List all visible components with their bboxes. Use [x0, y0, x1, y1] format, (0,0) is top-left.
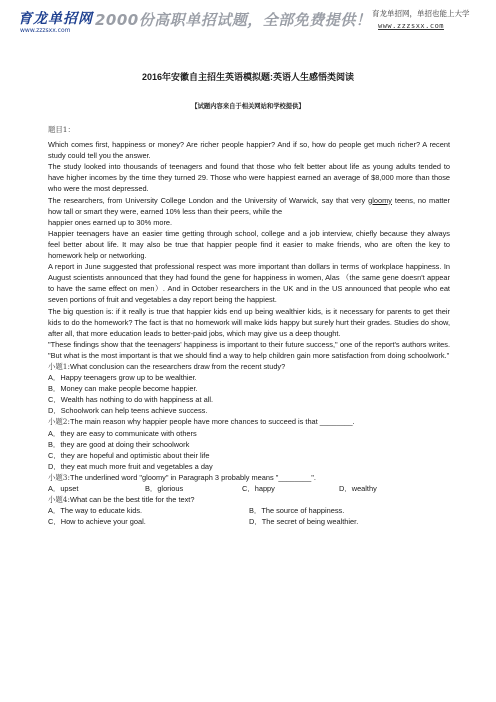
article-body: [48, 124, 450, 527]
paragraph-text: teens, no matter how tall or smart they were, earned 10% less than their peers, while the: [48, 195, 451, 216]
logo-url: www.zzzsxx.com: [20, 27, 71, 34]
source-note: 【试题内容来自于相关网站和学校提供】: [191, 103, 305, 110]
option[interactable]: A．they are easy to communicate with others: [48, 428, 197, 438]
paragraph: Happier teenagers have an easier time getting through school, college and a job interview, chiefly because they always feel better about life. It may also be true that happier people find it easier to make friends, who are often the key to homework help or networking.: [48, 228, 450, 261]
header-note: 育龙单招网，单招也能上大学: [372, 9, 470, 18]
option[interactable]: D．Schoolwork can help teens achieve success.: [48, 406, 208, 416]
paragraph: A report in June suggested that professional respect was more important than dollars in terms of workplace happiness. In August scientists announced that they had found the gene for happiness in women, Alas （the same gene doesn't appear to have the same effect on men）. And in October researchers in the UK and in the US announced that people who eat seven portions of fruit and vegetables a day report being the happiest.: [48, 262, 450, 305]
option[interactable]: B．they are good at doing their schoolwork: [48, 439, 190, 449]
question-number: 小题2:: [48, 417, 70, 427]
question-text: What can be the best title for the text?: [69, 495, 195, 505]
option[interactable]: A．Happy teenagers grow up to be wealthier.: [48, 373, 197, 383]
option[interactable]: C．How to achieve your goal.: [48, 517, 146, 527]
question-stem: [48, 494, 450, 505]
paragraph: "These findings show that the teenagers' happiness is important to their future success," one of the report's authors writes. "But what is the most important is that we should find a way to help children gain more satisfaction from doing schoolwork.": [48, 339, 450, 360]
header-link[interactable]: www.zzzsxx.com: [378, 22, 445, 30]
paragraph: [48, 195, 450, 217]
document-title: 2016年安徽自主招生英语模拟题:英语人生感悟类阅读: [141, 72, 355, 82]
paragraph: Which comes first, happiness or money? Are richer people happier? And if so, how do people get much richer? A recent study could tell you the answer.: [48, 140, 450, 161]
option[interactable]: C．they are hopeful and optimistic about their life: [48, 450, 210, 460]
question-text: What conclusion can the researchers draw from the recent study?: [69, 361, 286, 371]
question-stem: [48, 416, 450, 427]
page-header: [0, 0, 496, 44]
options-row: [48, 483, 450, 494]
option[interactable]: C．happy: [242, 484, 275, 493]
option[interactable]: D．they eat much more fruit and vegetables a day: [48, 461, 213, 471]
question-number: 小题4:: [48, 495, 70, 505]
option[interactable]: B．The source of happiness.: [249, 506, 345, 516]
question-stem: [48, 361, 450, 372]
paragraph-text: The researchers, from University College London and the University of Warwick, say that very: [48, 195, 369, 205]
option[interactable]: B．Money can make people become happier.: [48, 384, 198, 394]
options-row: [48, 505, 450, 516]
underlined-word: gloomy: [368, 195, 392, 205]
option[interactable]: D．The secret of being wealthier.: [249, 517, 359, 527]
options-row: [48, 516, 450, 527]
option[interactable]: A．The way to educate kids.: [48, 506, 143, 516]
question-number: 小题3:: [48, 472, 70, 482]
paragraph: happier ones earned up to 30% more.: [48, 217, 173, 227]
question-text: The underlined word "gloomy" in Paragraph 3 probably means "________".: [69, 472, 316, 482]
header-slogan: 2000份高职单招试题，全部免费提供！: [95, 11, 372, 29]
option[interactable]: A．upset: [48, 484, 79, 493]
option[interactable]: D．wealthy: [339, 484, 377, 493]
site-logo[interactable]: 育龙单招网: [18, 11, 93, 27]
paragraph: The study looked into thousands of teenagers and found that those who felt better about life as young adults tended to have higher incomes by the time they turned 29. Those who were happiest earned an average of $8,000 more than those who were the most depressed.: [48, 162, 450, 194]
question-stem: [48, 472, 450, 483]
option[interactable]: B．glorious: [145, 484, 184, 493]
question-label: 题目1：: [48, 125, 75, 134]
paragraph: The big question is: if it really is true that happier kids end up being wealthier kids, is it necessary for parents to get their kids to do the homework? The fact is that no homework will make kids happy but surely hurt their grades. Studies do show, after all, that more education leads to better-paid jobs, which may give us a deep thought.: [48, 306, 450, 338]
question-number: 小题1:: [48, 361, 70, 371]
question-text: The main reason why happier people have more chances to succeed is that ________.: [69, 417, 355, 427]
option[interactable]: C．Wealth has nothing to do with happiness at all.: [48, 395, 214, 405]
